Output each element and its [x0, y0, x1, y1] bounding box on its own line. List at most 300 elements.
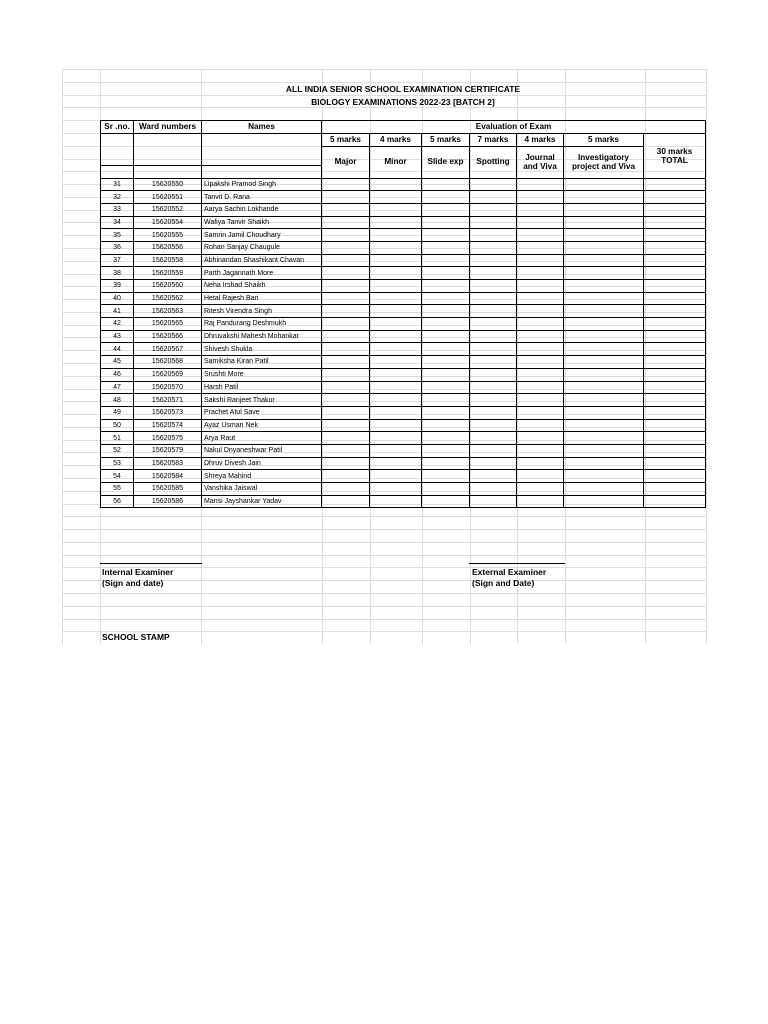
ward-cell: 15620585 [134, 483, 202, 496]
mark-cell[interactable] [422, 216, 470, 229]
mark-cell[interactable] [517, 444, 564, 457]
mark-cell[interactable] [322, 267, 370, 280]
mark-cell[interactable] [322, 216, 370, 229]
mark-cell[interactable] [517, 394, 564, 407]
mark-cell[interactable] [470, 483, 517, 496]
mark-cell[interactable] [370, 241, 422, 254]
mark-cell[interactable] [564, 191, 644, 204]
table-row [101, 419, 706, 432]
external-signature-line [469, 563, 565, 564]
mark-cell[interactable] [470, 495, 517, 508]
table-row [101, 280, 706, 293]
gridline-vertical [62, 69, 63, 644]
mark-cell[interactable] [322, 470, 370, 483]
mark-cell[interactable] [564, 495, 644, 508]
sr-cell: 44 [101, 343, 134, 356]
mark-cell[interactable] [470, 203, 517, 216]
ward-cell: 15620583 [134, 457, 202, 470]
ward-cell: 15620565 [134, 318, 202, 331]
mark-cell[interactable] [422, 292, 470, 305]
mark-cell[interactable] [370, 356, 422, 369]
mark-cell[interactable] [422, 267, 470, 280]
name-cell: Prachet Atul Save [202, 406, 322, 419]
mark-cell[interactable] [517, 267, 564, 280]
name-cell: Tanvit D. Rana [202, 191, 322, 204]
mark-cell[interactable] [644, 368, 706, 381]
name-cell: Shreya Mahind [202, 470, 322, 483]
mark-cell[interactable] [422, 343, 470, 356]
mark-cell[interactable] [564, 267, 644, 280]
name-cell: Mansi Jayshankar Yadav [202, 495, 322, 508]
name-cell: Srushti More [202, 368, 322, 381]
mark-cell[interactable] [517, 381, 564, 394]
mark-cell[interactable] [470, 178, 517, 191]
mark-cell[interactable] [470, 330, 517, 343]
mark-cell[interactable] [564, 241, 644, 254]
gridline-horizontal [62, 619, 706, 620]
mark-cell[interactable] [370, 318, 422, 331]
mark-cell[interactable] [564, 178, 644, 191]
mark-cell[interactable] [370, 495, 422, 508]
mark-cell[interactable] [322, 280, 370, 293]
gridline-vertical [706, 69, 707, 644]
mark-cell[interactable] [644, 381, 706, 394]
mark-cell[interactable] [564, 216, 644, 229]
sr-cell: 52 [101, 444, 134, 457]
ward-cell: 15620555 [134, 229, 202, 242]
mark-cell[interactable] [470, 356, 517, 369]
mark-cell[interactable] [370, 394, 422, 407]
internal-examiner-label: Internal Examiner [102, 567, 174, 577]
mark-cell[interactable] [422, 178, 470, 191]
name-cell: Parth Jagannath More [202, 267, 322, 280]
mark-cell[interactable] [564, 419, 644, 432]
mark-cell[interactable] [564, 203, 644, 216]
mark-cell[interactable] [470, 470, 517, 483]
name-cell: Nakul Dnyaneshwar Patil [202, 444, 322, 457]
table-row [101, 356, 706, 369]
project-marks: 5 marks [564, 134, 644, 147]
sr-cell: 40 [101, 292, 134, 305]
major-marks: 5 marks [322, 134, 370, 147]
spreadsheet-page [62, 69, 706, 644]
mark-cell[interactable] [422, 483, 470, 496]
ward-cell: 15620579 [134, 444, 202, 457]
mark-cell[interactable] [517, 483, 564, 496]
mark-cell[interactable] [644, 241, 706, 254]
mark-cell[interactable] [422, 330, 470, 343]
mark-cell[interactable] [322, 330, 370, 343]
mark-cell[interactable] [564, 229, 644, 242]
mark-cell[interactable] [517, 292, 564, 305]
mark-cell[interactable] [517, 356, 564, 369]
mark-cell[interactable] [517, 419, 564, 432]
mark-cell[interactable] [517, 495, 564, 508]
mark-cell[interactable] [422, 229, 470, 242]
mark-cell[interactable] [370, 406, 422, 419]
mark-cell[interactable] [322, 318, 370, 331]
mark-cell[interactable] [322, 203, 370, 216]
mark-cell[interactable] [517, 216, 564, 229]
gridline-horizontal [62, 593, 706, 594]
school-stamp-label: SCHOOL STAMP [102, 632, 170, 642]
mark-cell[interactable] [644, 444, 706, 457]
ward-cell: 15620584 [134, 470, 202, 483]
mark-cell[interactable] [422, 356, 470, 369]
mark-cell[interactable] [517, 330, 564, 343]
col-header-slide: Slide exp [422, 147, 470, 179]
name-cell: Samiksha Kiran Patil [202, 356, 322, 369]
sr-cell: 45 [101, 356, 134, 369]
mark-cell[interactable] [517, 318, 564, 331]
mark-cell[interactable] [322, 368, 370, 381]
gridline-horizontal [62, 606, 706, 607]
mark-cell[interactable] [370, 292, 422, 305]
ward-cell: 15620569 [134, 368, 202, 381]
mark-cell[interactable] [517, 280, 564, 293]
table-row [101, 216, 706, 229]
mark-cell[interactable] [322, 444, 370, 457]
mark-cell[interactable] [422, 495, 470, 508]
mark-cell[interactable] [517, 406, 564, 419]
mark-cell[interactable] [422, 318, 470, 331]
ward-cell: 15620570 [134, 381, 202, 394]
mark-cell[interactable] [564, 394, 644, 407]
mark-cell[interactable] [370, 280, 422, 293]
ward-cell: 15620571 [134, 394, 202, 407]
mark-cell[interactable] [470, 368, 517, 381]
internal-examiner-sublabel: (Sign and date) [102, 578, 164, 588]
col-header-sr: Sr .no. [101, 121, 134, 134]
mark-cell[interactable] [370, 419, 422, 432]
table-row [101, 406, 706, 419]
table-row [101, 368, 706, 381]
name-cell: Abhinandan Shashikant Chavan [202, 254, 322, 267]
name-cell: Dhruvakshi Mahesh Mohankar [202, 330, 322, 343]
sr-cell: 32 [101, 191, 134, 204]
mark-cell[interactable] [470, 343, 517, 356]
mark-cell[interactable] [370, 267, 422, 280]
mark-cell[interactable] [422, 203, 470, 216]
name-cell: Sakshi Ranjeet Thakur [202, 394, 322, 407]
mark-cell[interactable] [564, 381, 644, 394]
mark-cell[interactable] [517, 241, 564, 254]
mark-cell[interactable] [564, 318, 644, 331]
mark-cell[interactable] [322, 178, 370, 191]
ward-cell: 15620586 [134, 495, 202, 508]
name-cell: Vanshika Jaiswal [202, 483, 322, 496]
mark-cell[interactable] [470, 444, 517, 457]
mark-cell[interactable] [564, 292, 644, 305]
table-row [101, 191, 706, 204]
mark-cell[interactable] [370, 432, 422, 445]
mark-cell[interactable] [644, 280, 706, 293]
mark-cell[interactable] [564, 470, 644, 483]
col-header-spotting: Spotting [470, 147, 517, 179]
mark-cell[interactable] [322, 229, 370, 242]
mark-cell[interactable] [644, 457, 706, 470]
name-cell: Neha Irshad Shaikh [202, 280, 322, 293]
mark-cell[interactable] [564, 368, 644, 381]
ward-cell: 15620566 [134, 330, 202, 343]
mark-cell[interactable] [422, 470, 470, 483]
gridline-horizontal [62, 516, 706, 517]
sr-cell: 49 [101, 406, 134, 419]
ward-cell: 15620551 [134, 191, 202, 204]
mark-cell[interactable] [422, 241, 470, 254]
name-cell: Samrin Jamil Choudhary [202, 229, 322, 242]
mark-cell[interactable] [422, 432, 470, 445]
mark-cell[interactable] [644, 406, 706, 419]
mark-cell[interactable] [322, 343, 370, 356]
mark-cell[interactable] [564, 343, 644, 356]
mark-cell[interactable] [644, 292, 706, 305]
name-cell: Arya Raut [202, 432, 322, 445]
mark-cell[interactable] [422, 191, 470, 204]
mark-cell[interactable] [370, 203, 422, 216]
mark-cell[interactable] [470, 406, 517, 419]
mark-cell[interactable] [422, 457, 470, 470]
table-row [101, 457, 706, 470]
col-header-names: Names [202, 121, 322, 134]
mark-cell[interactable] [370, 470, 422, 483]
mark-cell[interactable] [644, 203, 706, 216]
mark-cell[interactable] [517, 343, 564, 356]
mark-cell[interactable] [370, 483, 422, 496]
mark-cell[interactable] [370, 305, 422, 318]
mark-cell[interactable] [470, 229, 517, 242]
sr-cell: 37 [101, 254, 134, 267]
table-row [101, 394, 706, 407]
table-row [101, 178, 706, 191]
mark-cell[interactable] [470, 432, 517, 445]
mark-cell[interactable] [470, 280, 517, 293]
mark-cell[interactable] [564, 457, 644, 470]
mark-cell[interactable] [564, 305, 644, 318]
mark-cell[interactable] [644, 191, 706, 204]
mark-cell[interactable] [517, 368, 564, 381]
ward-cell: 15620559 [134, 267, 202, 280]
table-row [101, 470, 706, 483]
mark-cell[interactable] [322, 483, 370, 496]
name-cell: Wafiya Tanvir Shaikh [202, 216, 322, 229]
mark-cell[interactable] [370, 343, 422, 356]
mark-cell[interactable] [370, 229, 422, 242]
mark-cell[interactable] [517, 203, 564, 216]
sr-cell: 38 [101, 267, 134, 280]
mark-cell[interactable] [422, 381, 470, 394]
mark-cell[interactable] [564, 483, 644, 496]
journal-marks: 4 marks [517, 134, 564, 147]
mark-cell[interactable] [470, 419, 517, 432]
mark-cell[interactable] [470, 381, 517, 394]
sr-cell: 55 [101, 483, 134, 496]
mark-cell[interactable] [644, 318, 706, 331]
mark-cell[interactable] [564, 406, 644, 419]
mark-cell[interactable] [422, 368, 470, 381]
mark-cell[interactable] [470, 305, 517, 318]
col-header-major: Major [322, 147, 370, 179]
name-cell: Aarya Sachin Lokhande [202, 203, 322, 216]
mark-cell[interactable] [422, 406, 470, 419]
mark-cell[interactable] [564, 330, 644, 343]
mark-cell[interactable] [470, 457, 517, 470]
mark-cell[interactable] [322, 356, 370, 369]
internal-signature-line [100, 563, 202, 564]
table-row [101, 381, 706, 394]
mark-cell[interactable] [644, 267, 706, 280]
mark-cell[interactable] [517, 191, 564, 204]
mark-cell[interactable] [322, 254, 370, 267]
mark-cell[interactable] [322, 432, 370, 445]
sr-cell: 42 [101, 318, 134, 331]
mark-cell[interactable] [470, 292, 517, 305]
mark-cell[interactable] [422, 305, 470, 318]
mark-cell[interactable] [564, 280, 644, 293]
mark-cell[interactable] [644, 356, 706, 369]
sr-cell: 36 [101, 241, 134, 254]
mark-cell[interactable] [370, 330, 422, 343]
mark-cell[interactable] [370, 191, 422, 204]
sr-cell: 35 [101, 229, 134, 242]
mark-cell[interactable] [644, 330, 706, 343]
slide-marks: 5 marks [422, 134, 470, 147]
mark-cell[interactable] [422, 419, 470, 432]
ward-cell: 15620568 [134, 356, 202, 369]
mark-cell[interactable] [644, 483, 706, 496]
ward-cell: 15620556 [134, 241, 202, 254]
ward-cell: 15620563 [134, 305, 202, 318]
mark-cell[interactable] [517, 457, 564, 470]
ward-cell: 15620558 [134, 254, 202, 267]
mark-cell[interactable] [470, 267, 517, 280]
mark-cell[interactable] [517, 305, 564, 318]
mark-cell[interactable] [322, 495, 370, 508]
mark-cell[interactable] [370, 368, 422, 381]
mark-cell[interactable] [517, 432, 564, 445]
mark-cell[interactable] [564, 432, 644, 445]
ward-cell: 15620575 [134, 432, 202, 445]
mark-cell[interactable] [644, 229, 706, 242]
name-cell: Hetal Rajesh Bari [202, 292, 322, 305]
mark-cell[interactable] [422, 394, 470, 407]
name-cell: Lipakshi Pramod Singh [202, 178, 322, 191]
mark-cell[interactable] [322, 381, 370, 394]
mark-cell[interactable] [322, 406, 370, 419]
table-row [101, 483, 706, 496]
mark-cell[interactable] [644, 432, 706, 445]
sr-cell: 53 [101, 457, 134, 470]
mark-cell[interactable] [322, 191, 370, 204]
table-row [101, 495, 706, 508]
mark-cell[interactable] [370, 216, 422, 229]
col-header-ward: Ward numbers [134, 121, 202, 134]
mark-cell[interactable] [470, 241, 517, 254]
mark-cell[interactable] [322, 394, 370, 407]
exam-subtitle: BIOLOGY EXAMINATIONS 2022-23 [BATCH 2] [311, 97, 495, 107]
sr-cell: 39 [101, 280, 134, 293]
mark-cell[interactable] [422, 280, 470, 293]
mark-cell[interactable] [470, 318, 517, 331]
external-examiner-sublabel: (Sign and Date) [472, 578, 535, 588]
mark-cell[interactable] [517, 254, 564, 267]
col-header-journal: Journal and Viva [517, 147, 564, 179]
spotting-marks: 7 marks [470, 134, 517, 147]
mark-cell[interactable] [644, 495, 706, 508]
mark-cell[interactable] [644, 305, 706, 318]
mark-cell[interactable] [370, 254, 422, 267]
mark-cell[interactable] [644, 394, 706, 407]
mark-cell[interactable] [644, 343, 706, 356]
ward-cell: 15620567 [134, 343, 202, 356]
mark-cell[interactable] [564, 356, 644, 369]
mark-cell[interactable] [644, 254, 706, 267]
sr-cell: 46 [101, 368, 134, 381]
name-cell: Dhruv Divesh Jain [202, 457, 322, 470]
mark-cell[interactable] [370, 444, 422, 457]
ward-cell: 15620560 [134, 280, 202, 293]
mark-cell[interactable] [322, 292, 370, 305]
gridline-horizontal [62, 542, 706, 543]
sr-cell: 48 [101, 394, 134, 407]
mark-cell[interactable] [644, 178, 706, 191]
mark-cell[interactable] [370, 457, 422, 470]
marks-table [100, 120, 706, 508]
mark-cell[interactable] [322, 419, 370, 432]
mark-cell[interactable] [470, 254, 517, 267]
sr-cell: 50 [101, 419, 134, 432]
mark-cell[interactable] [470, 216, 517, 229]
name-cell: Ayaz Usman Nek [202, 419, 322, 432]
mark-cell[interactable] [370, 178, 422, 191]
table-row [101, 432, 706, 445]
mark-cell[interactable] [470, 191, 517, 204]
sr-cell: 41 [101, 305, 134, 318]
mark-cell[interactable] [644, 216, 706, 229]
col-header-evaluation: Evaluation of Exam [322, 121, 706, 134]
sr-cell: 56 [101, 495, 134, 508]
mark-cell[interactable] [370, 381, 422, 394]
mark-cell[interactable] [422, 254, 470, 267]
mark-cell[interactable] [517, 178, 564, 191]
mark-cell[interactable] [322, 457, 370, 470]
name-cell: Rohan Sanjay Chaugule [202, 241, 322, 254]
ward-cell: 15620554 [134, 216, 202, 229]
table-row [101, 241, 706, 254]
mark-cell[interactable] [322, 241, 370, 254]
sr-cell: 33 [101, 203, 134, 216]
sr-cell: 51 [101, 432, 134, 445]
mark-cell[interactable] [644, 419, 706, 432]
mark-cell[interactable] [644, 470, 706, 483]
mark-cell[interactable] [564, 254, 644, 267]
col-header-minor: Minor [370, 147, 422, 179]
table-row [101, 318, 706, 331]
mark-cell[interactable] [322, 305, 370, 318]
table-row [101, 343, 706, 356]
student-rows [101, 178, 706, 508]
col-header-total: 30 marks TOTAL [644, 134, 706, 179]
mark-cell[interactable] [517, 229, 564, 242]
mark-cell[interactable] [564, 444, 644, 457]
exam-title: ALL INDIA SENIOR SCHOOL EXAMINATION CERTIFICATE [285, 84, 521, 94]
name-cell: Raj Pandurang Deshmukh [202, 318, 322, 331]
minor-marks: 4 marks [370, 134, 422, 147]
mark-cell[interactable] [517, 470, 564, 483]
ward-cell: 15620552 [134, 203, 202, 216]
mark-cell[interactable] [422, 444, 470, 457]
mark-cell[interactable] [470, 394, 517, 407]
